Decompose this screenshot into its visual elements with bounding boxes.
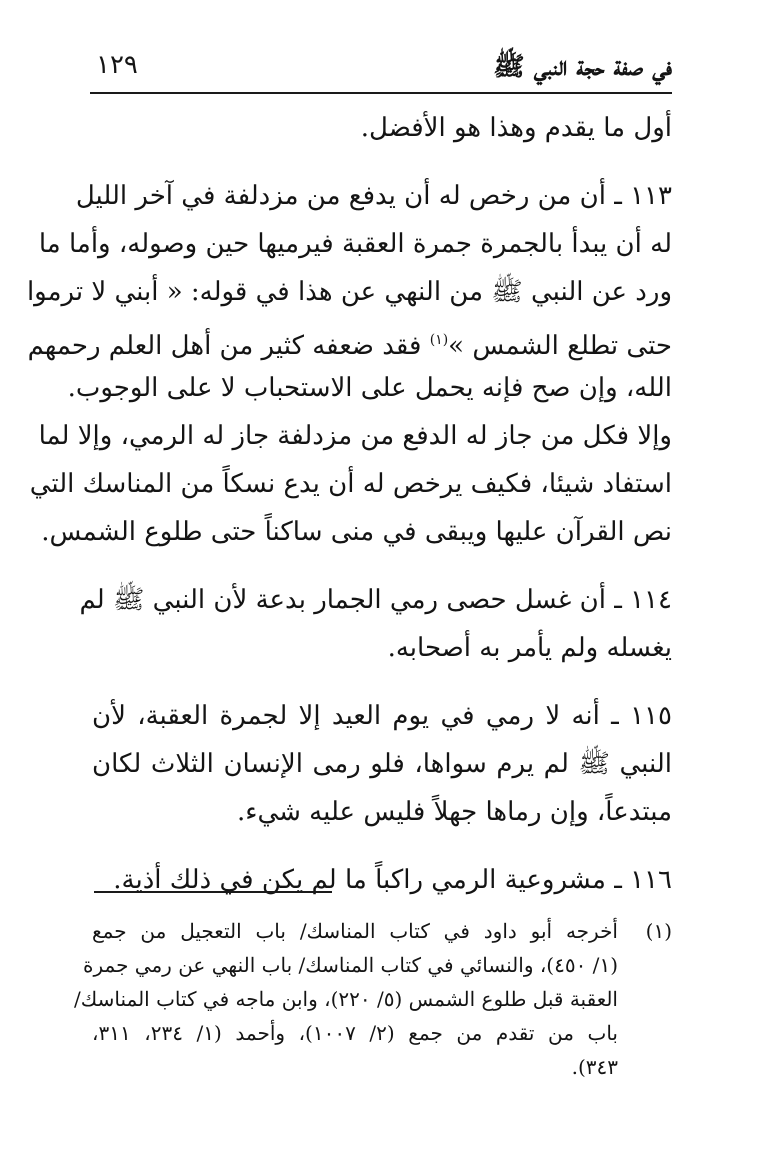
text-line	[27, 316, 672, 364]
text-line: الله، وإن صح فإنه يحمل على الاستحباب لا على الوجوب.	[67, 373, 672, 403]
footnote-separator	[94, 891, 332, 893]
footnotes	[74, 914, 672, 1084]
paragraph-113	[26, 172, 672, 556]
text-line: ١١٤ ـ أن غسل حصى رمي الجمار بدعة لأن النبي ﷺ لم	[79, 585, 672, 615]
paragraph-116	[92, 856, 672, 904]
footnote-line: ٣٤٣).	[571, 1055, 618, 1079]
footnote-line: باب من تقدم من جمع (٢/ ١٠٠٧)، وأحمد (١/ ٢٣٤، ٣١١،	[92, 1021, 619, 1045]
text-line: يغسله ولم يأمر به أصحابه.	[387, 633, 672, 663]
text-line: ١١٦ ـ مشروعية الرمي راكباً ما لم يكن في ذلك أذية.	[113, 865, 672, 895]
page-number: ١٢٩	[96, 50, 138, 80]
text-line: أول ما يقدم وهذا هو الأفضل.	[360, 113, 672, 143]
text-segment: حتى تطلع الشمس »	[448, 331, 672, 361]
text-line: ورد عن النبي ﷺ من النهي عن هذا في قوله: « أبني لا ترموا	[26, 277, 672, 307]
text-line: استفاد شيئا، فكيف يرخص له أن يدع نسكاً من المناسك التي	[29, 469, 672, 499]
main-text	[26, 104, 672, 904]
footnote-text: أخرجه أبو داود في كتاب المناسك/ باب التعجيل من جمع	[92, 919, 618, 943]
text-segment: فقد ضعفه كثير من أهل العلم رحمهم	[27, 331, 422, 361]
running-title: في صفة حجة النبي ﷺ	[493, 52, 672, 82]
text-line: ١١٥ ـ أنه لا رمي في يوم العيد إلا لجمرة العقبة، لأن	[92, 701, 672, 731]
text-line: ١١٣ ـ أن من رخص له أن يدفع من مزدلفة في آخر الليل	[75, 181, 672, 211]
footnote-line: (١/ ٤٥٠)، والنسائي في كتاب المناسك/ باب النهي عن رمي جمرة	[83, 953, 618, 977]
page-header	[90, 40, 672, 94]
paragraph-114	[79, 576, 672, 672]
footnote-line	[92, 914, 672, 948]
text-line: وإلا فكل من جاز له الدفع من مزدلفة جاز له الرمي، وإلا لما	[38, 421, 672, 451]
footnote-marker: (١)	[645, 919, 672, 943]
text-line: له أن يبدأ بالجمرة جمرة العقبة فيرميها حين وصوله، وأما ما	[38, 229, 672, 259]
footnote-line: العقبة قبل طلوع الشمس (٥/ ٢٢٠)، وابن ماجه في كتاب المناسك/	[74, 987, 618, 1011]
text-line: نص القرآن عليها ويبقى في منى ساكناً حتى طلوع الشمس.	[41, 517, 672, 547]
paragraph-115	[92, 692, 672, 836]
text-line: النبي ﷺ لم يرم سواها، فلو رمى الإنسان الثلاث لكان	[92, 749, 672, 779]
footnote-reference[interactable]: (١)	[429, 332, 449, 348]
text-line: مبتدعاً، وإن رماها جهلاً فليس عليه شيء.	[236, 797, 672, 827]
